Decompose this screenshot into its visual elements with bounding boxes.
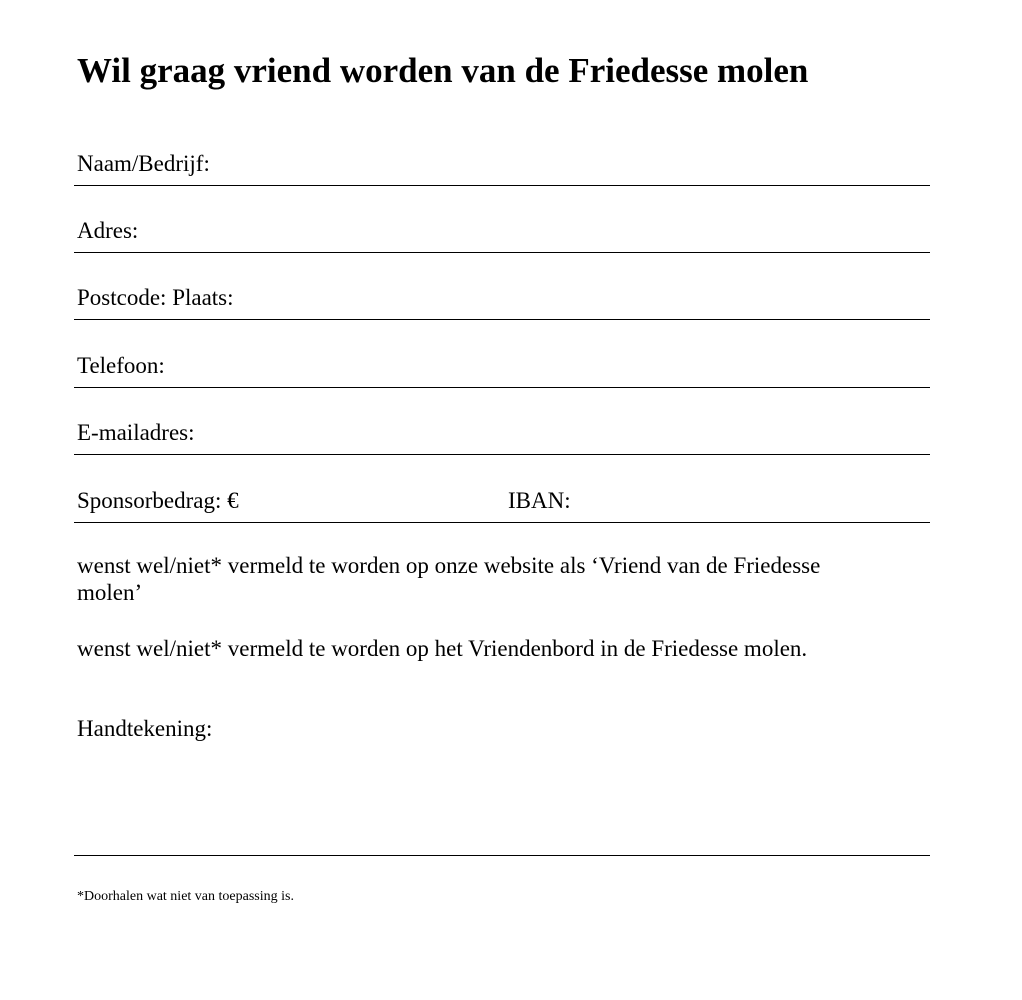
signature-line[interactable] bbox=[74, 855, 930, 856]
website-statement: wenst wel/niet* vermeld te worden op onze website als ‘Vriend van de Friedesse molen’ bbox=[77, 553, 821, 605]
adres-field-row[interactable] bbox=[74, 212, 930, 253]
telefoon-label: Telefoon: bbox=[77, 353, 165, 378]
sponsor-iban-field-row[interactable] bbox=[74, 482, 930, 523]
telefoon-field-row[interactable] bbox=[74, 347, 930, 388]
naam-field-row[interactable] bbox=[74, 145, 930, 186]
iban-label: IBAN: bbox=[508, 488, 571, 513]
signature-label: Handtekening: bbox=[77, 716, 213, 741]
vriendenbord-statement: wenst wel/niet* vermeld te worden op het Vriendenbord in de Friedesse molen. bbox=[77, 636, 808, 661]
sponsorbedrag-label: Sponsorbedrag: € bbox=[77, 488, 239, 513]
email-field-row[interactable] bbox=[74, 414, 930, 455]
email-label: E-mailadres: bbox=[77, 420, 195, 445]
adres-label: Adres: bbox=[77, 218, 139, 243]
postcode-plaats-field-row[interactable] bbox=[74, 279, 930, 320]
footnote: *Doorhalen wat niet van toepassing is. bbox=[77, 889, 294, 904]
postcode-plaats-label: Postcode: Plaats: bbox=[77, 285, 234, 310]
form-title: Wil graag vriend worden van de Friedesse molen bbox=[77, 51, 809, 90]
naam-label: Naam/Bedrijf: bbox=[77, 151, 210, 176]
